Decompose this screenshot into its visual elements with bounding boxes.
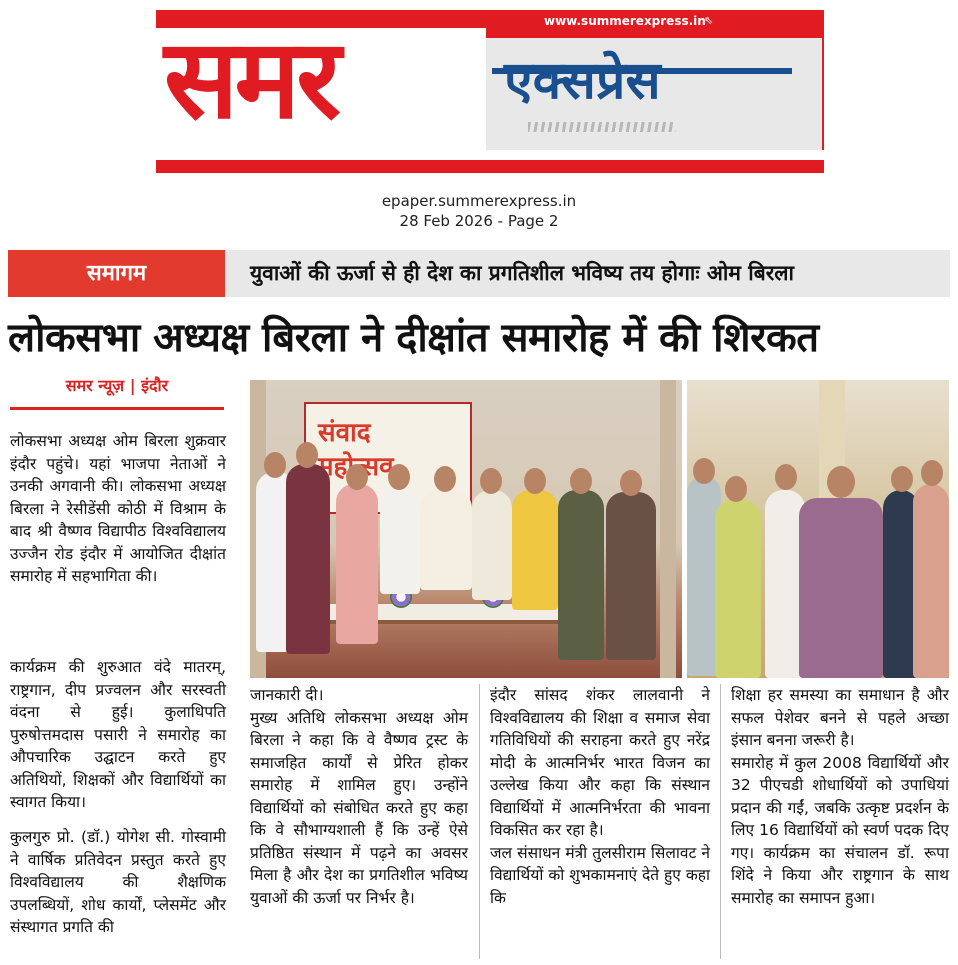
masthead-url[interactable]: www.summerexpress.in: [544, 14, 706, 28]
article-paragraph: समारोह में कुल 2008 विद्यार्थियों और 32 पीएचडी शोधार्थियों को उपाधियां प्रदान की गईं, जबकि उत्कृष्ट प्रदर्शन के लिए 16 विद्यार्थियों को स्वर्ण पदक दिए गए। कार्यक्रम का संचालन डॉ. रूपा शिंदे ने किया और राष्ट्रगान के साथ समारोह का समापन हुआ।: [731, 753, 949, 907]
byline-text: समर न्यूज़ | इंदौर: [65, 376, 169, 395]
event-photo-greeting: [687, 380, 949, 678]
section-strip: [8, 250, 950, 297]
masthead-bottom-bar: [156, 160, 824, 173]
photo-person-head: [264, 452, 286, 478]
photo-person-head: [921, 460, 943, 486]
article-paragraph: कुलगुरु प्रो. (डॉ.) योगेश सी. गोस्वामी ने वार्षिक प्रतिवेदन प्रस्तुत करते हुए विश्वविद्यालय की शैक्षणिक उपलब्धियों, शोध कार्यों, प्लेसमेंट और संस्थागत प्रगति की: [10, 828, 226, 936]
cursor-arrow-icon: ⇖: [704, 14, 714, 27]
article-paragraph: जानकारी दी।: [250, 686, 324, 704]
photo-pillar: [660, 380, 676, 678]
article-paragraph: लोकसभा अध्यक्ष ओम बिरला शुक्रवार इंदौर पहुंचे। यहां भाजपा नेताओं ने उनकी अगवानी की। लोकसभा अध्यक्ष बिरला ने रेसीडेंसी कोठी में विश्राम के बाद श्री वैष्णव विद्यापीठ विश्वविद्यालय उज्जैन रोड इंदौर में आयोजित दीक्षांत समारोह में सहभागिता की।: [10, 432, 226, 585]
article-column-1-para-1: [10, 430, 226, 588]
photo-person-head: [388, 464, 410, 490]
photo-person: [512, 490, 558, 610]
epaper-date-page: 28 Feb 2026 - Page 2: [399, 212, 559, 230]
photo-person-head: [480, 468, 502, 494]
photo-person: [380, 484, 420, 594]
byline-rule: [10, 407, 224, 410]
photo-person: [558, 490, 604, 660]
photo-person: [286, 464, 330, 654]
photo-person: [715, 500, 761, 678]
column-divider: [720, 684, 721, 959]
masthead-logo: [156, 10, 824, 173]
article-column-1-para-3: [10, 826, 226, 939]
article-paragraph: शिक्षा हर समस्या का समाधान है और सफल पेशेवर बनने से पहले अच्छा इंसान बनना जरूरी है।: [731, 686, 949, 749]
photo-person-head: [775, 464, 797, 490]
section-tag: समागम: [8, 250, 225, 297]
event-photo-stage: [250, 380, 682, 678]
epaper-site: epaper.summerexpress.in: [381, 192, 577, 210]
photo-person-head: [434, 466, 456, 492]
photo-person-head: [346, 464, 368, 490]
photo-person: [336, 484, 378, 644]
article-column-3: [490, 684, 710, 909]
photo-person-head: [693, 458, 715, 484]
photo-person-head: [296, 442, 318, 468]
photo-person-head: [524, 468, 546, 494]
photo-person: [472, 490, 512, 600]
masthead-express: एक्सप्रेस: [504, 51, 661, 111]
photo-person: [420, 490, 472, 590]
masthead-brand: समर: [164, 15, 338, 143]
photo-person: [606, 492, 656, 660]
masthead-gap: [156, 150, 824, 160]
photo-person: [913, 484, 949, 678]
article-column-1-para-2: [10, 656, 226, 814]
section-subheadline: युवाओं की ऊर्जा से ही देश का प्रगतिशील भविष्य तय होगाः ओम बिरला: [250, 261, 794, 285]
photo-person-head: [827, 466, 855, 498]
article-column-4: [731, 684, 949, 909]
photo-person-head: [570, 468, 592, 494]
article-headline: लोकसभा अध्यक्ष बिरला ने दीक्षांत समारोह में की शिरकत: [8, 315, 819, 361]
photo-person: [799, 498, 883, 678]
photo-person-head: [891, 466, 913, 492]
event-banner-label: संवाद: [318, 418, 371, 448]
article-column-2: [250, 684, 468, 909]
byline: [10, 370, 224, 410]
article-paragraph: मुख्य अतिथि लोकसभा अध्यक्ष ओम बिरला ने कहा कि वे वैष्णव ट्रस्ट के समाजहित कार्यों से प्रेरित होकर समारोह में शामिल हुए। उन्होंने विद्यार्थियों को संबोधित करते हुए कहा कि वे सौभाग्यशाली हैं कि उन्हें ऐसे प्रतिष्ठित संस्थान में पढ़ने का अवसर मिला है और देश का प्रगतिशील भविष्य युवाओं की ऊर्जा पर निर्भर है।: [250, 708, 468, 907]
photo-person-head: [620, 470, 642, 496]
photo-person-head: [725, 476, 747, 502]
masthead-dashes: [528, 122, 676, 132]
article-paragraph: इंदौर सांसद शंकर लालवानी ने विश्वविद्यालय की शिक्षा व समाज सेवा गतिविधियों की सराहना करते हुए नरेंद्र मोदी के आत्मनिर्भर भारत विजन का उल्लेख किया और कहा कि संस्थान विद्यार्थियों में आत्मनिर्भरता की भावना विकसित कर रहा है।: [490, 686, 710, 839]
column-divider: [479, 684, 480, 959]
article-paragraph: जल संसाधन मंत्री तुलसीराम सिलावट ने विद्यार्थियों को शुभकामनाएं देते हुए कहा कि: [490, 843, 710, 907]
article-paragraph: कार्यक्रम की शुरुआत वंदे मातरम्, राष्ट्रगान, दीप प्रज्वलन और सरस्वती वंदना से हुई। कुलाधिपति पुरुषोत्तमदास पसारी ने समारोह का औपचारिक उद्घाटन करते हुए अतिथियों, शिक्षकों और विद्यार्थियों का स्वागत किया।: [10, 658, 226, 811]
